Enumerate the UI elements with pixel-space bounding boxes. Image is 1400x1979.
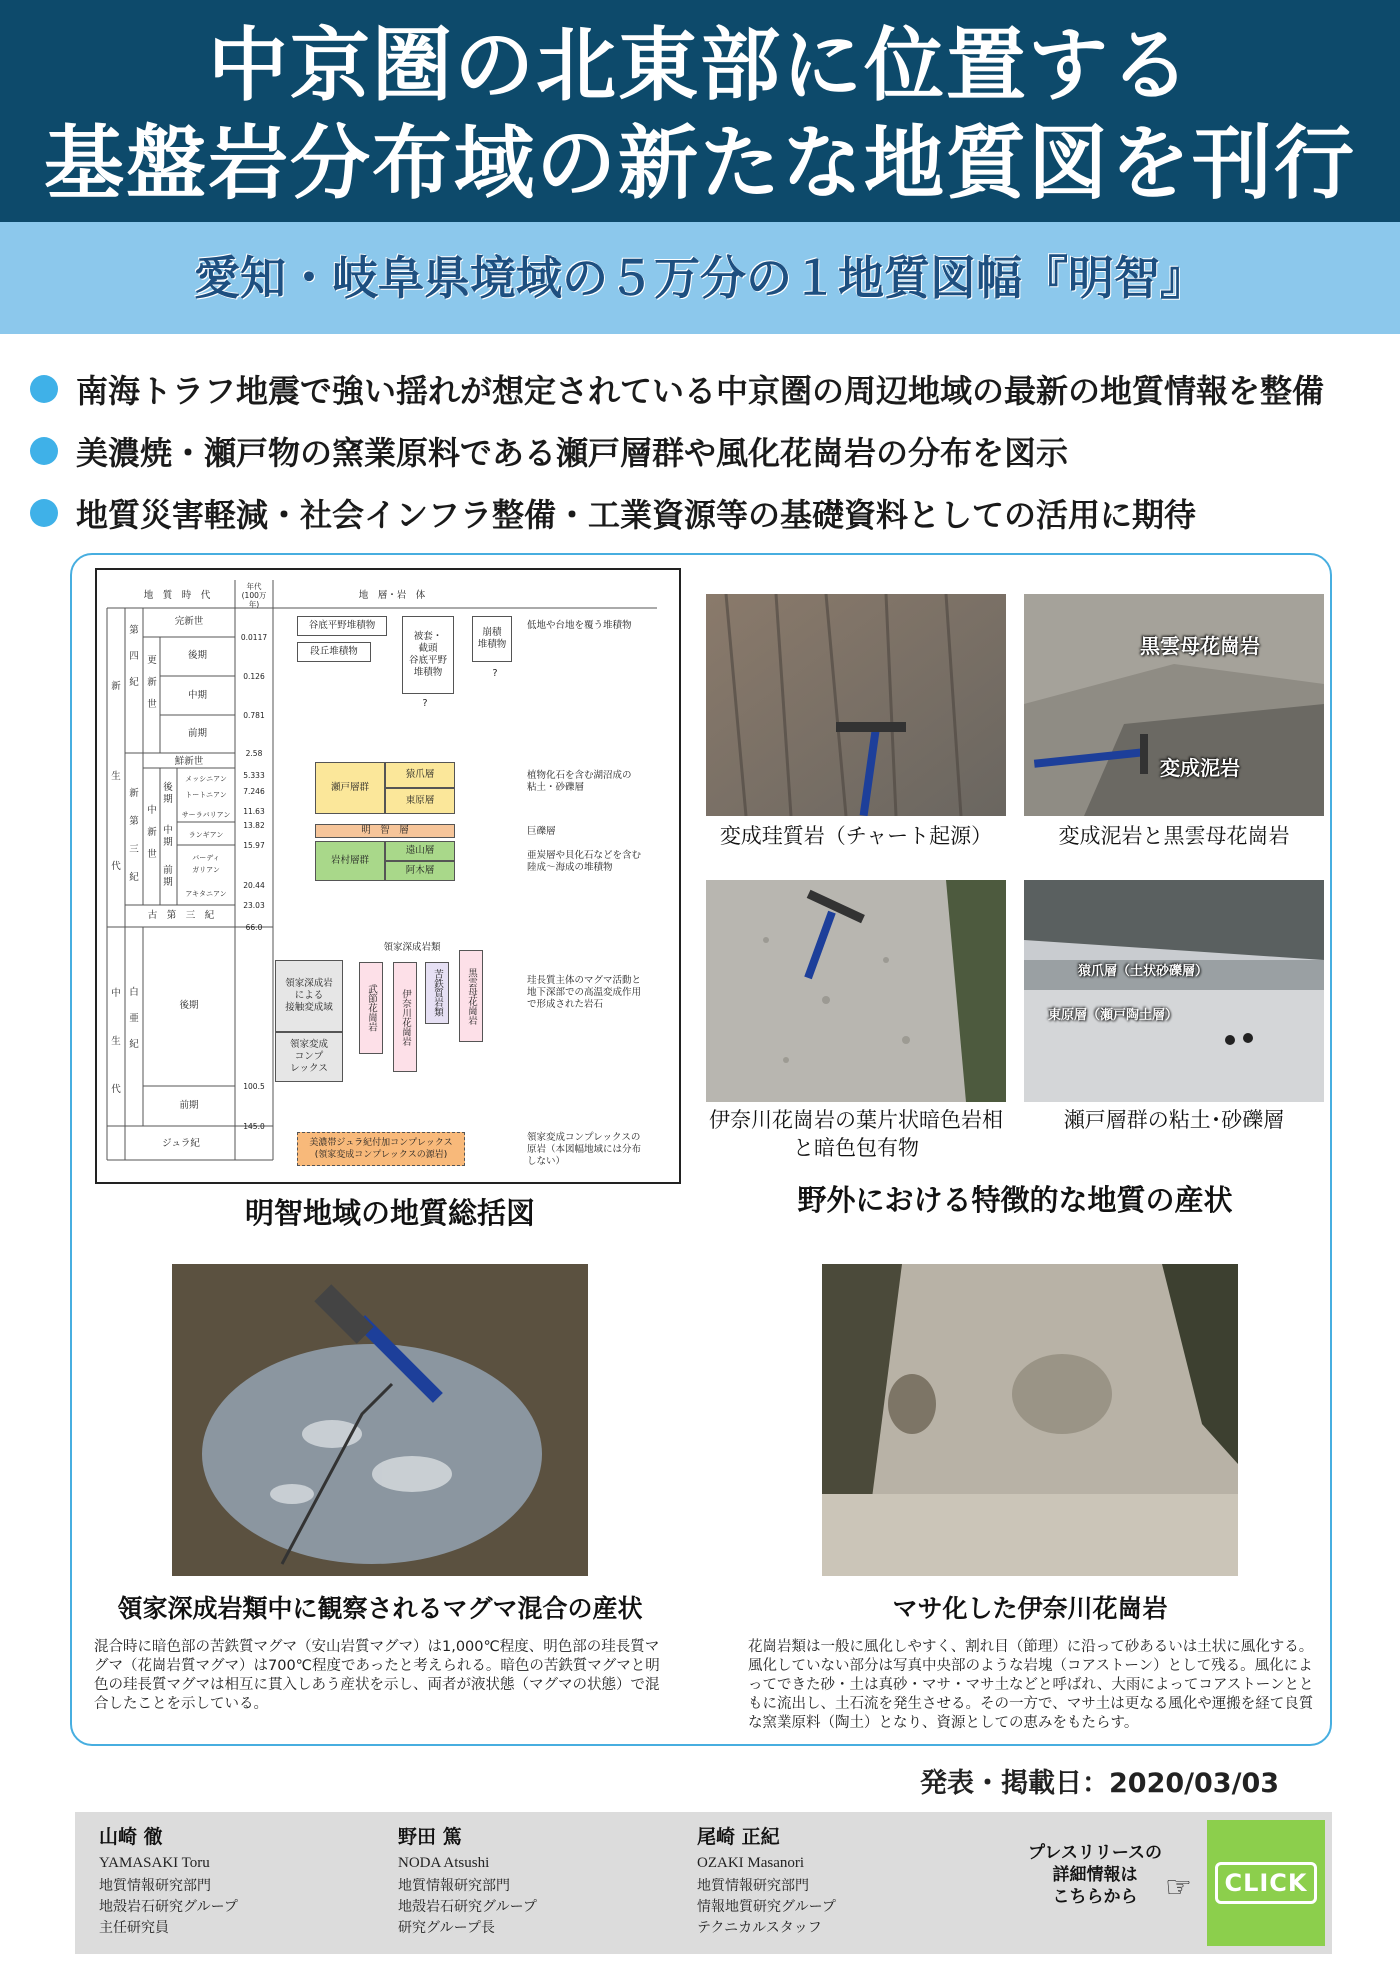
header-age: 年代 (100万年) [241,582,267,609]
unit-yatei: 谷底平野堆積物 [297,616,387,636]
unit-agi: 阿木層 [385,861,455,881]
stage: ランギアン [188,831,224,839]
period-jurassic: ジュラ紀 [162,1138,200,1149]
epoch-holocene: 完新世 [174,616,204,627]
magma-mixing-caption: 領家深成岩類中に観察されるマグマ混合の産状 [117,1594,643,1623]
sub-late-miocene: 後期 [163,782,173,805]
masa-granite-caption: マサ化した伊奈川花崗岩 [892,1594,1168,1623]
header-strata: 地 層・岩 体 [358,590,426,601]
click-button-label: CLICK [1215,1862,1316,1904]
magma-mixing-text: 混合時に暗色部の苦鉄質マグマ（安山岩質マグマ）は1,000℃程度、明色部の珪長質マグマ（花崗岩質マグマ）は700℃程度であったと考えられる。暗色の苦鉄質マグマと明色の珪長質マグマは相互に貫入しあう産状を示し、両者が液状態（マグマの状態）で混合したことを示している。 [94,1639,660,1712]
photo-inagawa-caption: 伊奈川花崗岩の葉片状暗色岩相 と暗色包有物 [709,1108,1003,1160]
author-affiliation: 地質情報研究部門 [99,1878,211,1894]
age-tick: 5.333 [243,771,265,780]
period-neogene: 新 第 三 紀 [129,788,139,883]
age-tick: 15.97 [243,841,265,850]
unit-busetsu: 武節花崗岩 [359,962,383,1054]
unit-tohara: 東原層 [385,788,455,814]
stage: メッシニアン [185,775,227,783]
period-cretaceous: 白 亜 紀 [129,987,139,1050]
title-line-2: 基盤岩分布域の新たな地質図を刊行 [44,117,1356,210]
unit-kutetsu: 苦鉄質岩類 [425,962,449,1024]
age-tick: 13.82 [243,821,265,830]
author-name: 野田 篤 [398,1826,462,1848]
subtitle-banner [0,222,1400,334]
pointing-hand-icon: ☞ [1165,1870,1192,1905]
age-tick: 20.44 [243,881,265,890]
header-era: 地 質 時 代 [143,590,211,601]
age-tick: 11.63 [243,807,265,816]
author-name: 山崎 徹 [99,1826,163,1848]
photo-magma-mixing [172,1264,588,1576]
note: 巨礫層 [527,826,556,837]
age-tick: 23.03 [243,901,265,910]
unit-mino-complex: 美濃帯ジュラ紀付加コンプレックス (領家変成コンプレックスの源岩) [297,1132,465,1166]
unit-hokai: 崩積 堆積物 [472,616,512,662]
label-tohara: 東原層（瀬戸陶土層） [1048,1008,1179,1023]
unit-iwamura-group: 岩村層群 [315,841,385,881]
bullet-item: 美濃焼・瀬戸物の窯業原料である瀬戸層群や風化花崗岩の分布を図示 [30,420,1380,482]
unit-contact: 領家深成岩 による 接触変成域 [275,960,343,1032]
era-cenozoic: 新 生 代 [111,681,121,872]
sub-early: 前期 [187,728,207,739]
photo-inagawa-granite [706,880,1006,1102]
note: 珪長質主体のマグマ活動と 地下深部での高温変成作用 で形成された岩石 [527,975,642,1010]
stage: アキタニアン [185,890,227,898]
sub-late-cretaceous: 後期 [179,1000,199,1011]
photo-chert [706,594,1006,816]
author-affiliation: テクニカルスタッフ [697,1920,822,1936]
photo-seto-caption: 瀬戸層群の粘土･砂礫層 [1063,1108,1285,1132]
title-line-1: 中京圏の北東部に位置する [208,19,1192,112]
author-affiliation: 地質情報研究部門 [398,1878,510,1894]
header-banner [0,0,1400,222]
unit-question: ? [492,668,498,679]
bullet-item: 南海トラフ地震で強い揺れが想定されている中京圏の周辺地域の最新の地質情報を整備 [30,358,1380,420]
bullet-dot-icon [30,375,58,403]
author-name: 尾崎 正紀 [697,1826,780,1848]
photo-chert-caption: 変成珪質岩（チャート起源） [719,824,993,848]
age-tick: 66.0 [245,923,263,932]
masa-granite-text: 花崗岩類は一般に風化しやすく、割れ目（節理）に沿って砂あるいは土状に風化する。風化していない部分は写真中央部のような岩塊（コアストーン）として残る。風化によってできた砂・土は真砂・マサ・マサ土などと呼ばれ、大雨によってコアストーンとともに流出し、土石流を発生させる。その一方で、マサ土は更なる風化や運搬を経て良質な窯業原料（陶土）となり、資源としての恵みをもたらす。 [748,1639,1314,1731]
bullet-item: 地質災害軽減・社会インフラ整備・工業資源等の基礎資料としての活用に期待 [30,482,1380,544]
sub-middle: 中期 [187,690,207,701]
press-release-text: プレスリリースの 詳細情報は こちらから [1028,1843,1162,1907]
author-name-en: NODA Atsushi [398,1855,490,1871]
author-affiliation: 研究グループ長 [398,1920,495,1936]
period-paleogene: 古 第 三 紀 [147,910,215,921]
sub-middle-miocene: 中期 [163,825,173,848]
key-points [30,358,1380,544]
note: 低地や台地を覆う堆積物 [527,620,632,631]
age-tick: 0.781 [243,711,265,720]
unit-ryoke-complex: 領家変成 コンプ レックス [275,1032,343,1082]
age-tick: 0.0117 [240,633,268,642]
note: 領家変成コンプレックスの 原岩（本図幅地域には分布 しない） [527,1132,642,1167]
author-affiliation: 地質情報研究部門 [697,1878,809,1894]
sub-early-miocene: 前期 [163,865,173,888]
geologic-summary-table [95,568,681,1184]
author-card [99,1822,389,1939]
unit-dankyu: 段丘堆積物 [297,642,371,662]
age-tick: 2.58 [245,749,263,758]
photo-seto-group [1024,880,1324,1102]
label-saruzume: 猿爪層（土状砂礫層） [1078,964,1209,979]
author-name-en: YAMASAKI Toru [99,1855,210,1871]
unit-kuroumo: 黒雲母花崗岩 [459,950,483,1042]
label-mudstone: 変成泥岩 [1160,756,1240,780]
note: 亜炭層や貝化石などを含む 陸成〜海成の堆積物 [527,850,642,873]
unit-akechi: 明 智 層 [315,824,455,838]
author-card [697,1822,987,1939]
age-tick: 145.0 [243,1122,265,1131]
photo-mudstone-caption: 変成泥岩と黒雲母花崗岩 [1058,824,1290,848]
bullet-dot-icon [30,499,58,527]
author-name-en: OZAKI Masanori [697,1855,805,1871]
era-mesozoic: 中 生 代 [111,988,121,1095]
epoch-pliocene: 鮮新世 [174,756,204,767]
note: 植物化石を含む湖沼成の 粘土・砂礫層 [527,770,632,793]
sub-late: 後期 [187,650,207,661]
sub-early-cretaceous: 前期 [179,1100,199,1111]
unit-ryoke-plutonic: 領家深成岩類 [383,942,441,953]
unit-toyama: 遠山層 [385,841,455,861]
author-affiliation: 情報地質研究グループ [697,1899,836,1915]
unit-question: ? [422,698,428,709]
author-affiliation: 地殻岩石研究グループ [99,1899,238,1915]
unit-saruzume: 猿爪層 [385,762,455,788]
age-tick: 100.5 [243,1082,265,1091]
age-tick: 7.246 [243,787,265,796]
author-affiliation: 主任研究員 [99,1920,169,1936]
label-biotite-granite: 黒雲母花崗岩 [1140,634,1260,658]
author-affiliation: 地殻岩石研究グループ [398,1899,537,1915]
author-footer [75,1812,1332,1954]
unit-inagawa: 伊奈川花崗岩 [393,962,417,1072]
epoch-miocene: 中 新 世 [147,805,157,860]
bullet-dot-icon [30,437,58,465]
unit-hifuku: 被套・ 截頭 谷底平野 堆積物 [402,616,454,694]
age-tick: 0.126 [243,672,265,681]
epoch-pleistocene: 更 新 世 [147,655,157,710]
stage: バーディ ガリアン [192,854,220,874]
geologic-table-caption: 明智地域の地質総括図 [244,1196,535,1230]
subtitle: 愛知・岐阜県境域の５万分の１地質図幅『明智』 [194,251,1206,305]
unit-seto-group: 瀬戸層群 [315,762,385,814]
field-section-caption: 野外における特徴的な地質の産状 [797,1183,1233,1217]
author-card [398,1822,688,1939]
period-quaternary: 第 四 紀 [129,625,139,688]
photo-masa-granite [822,1264,1238,1576]
photo-mudstone-granite [1024,594,1324,816]
stage: サーラバリアン [181,811,231,819]
publish-date: 発表・掲載日：2020/03/03 [920,1768,1280,1799]
click-button[interactable] [1207,1820,1325,1946]
stage: トートニアン [185,791,227,799]
